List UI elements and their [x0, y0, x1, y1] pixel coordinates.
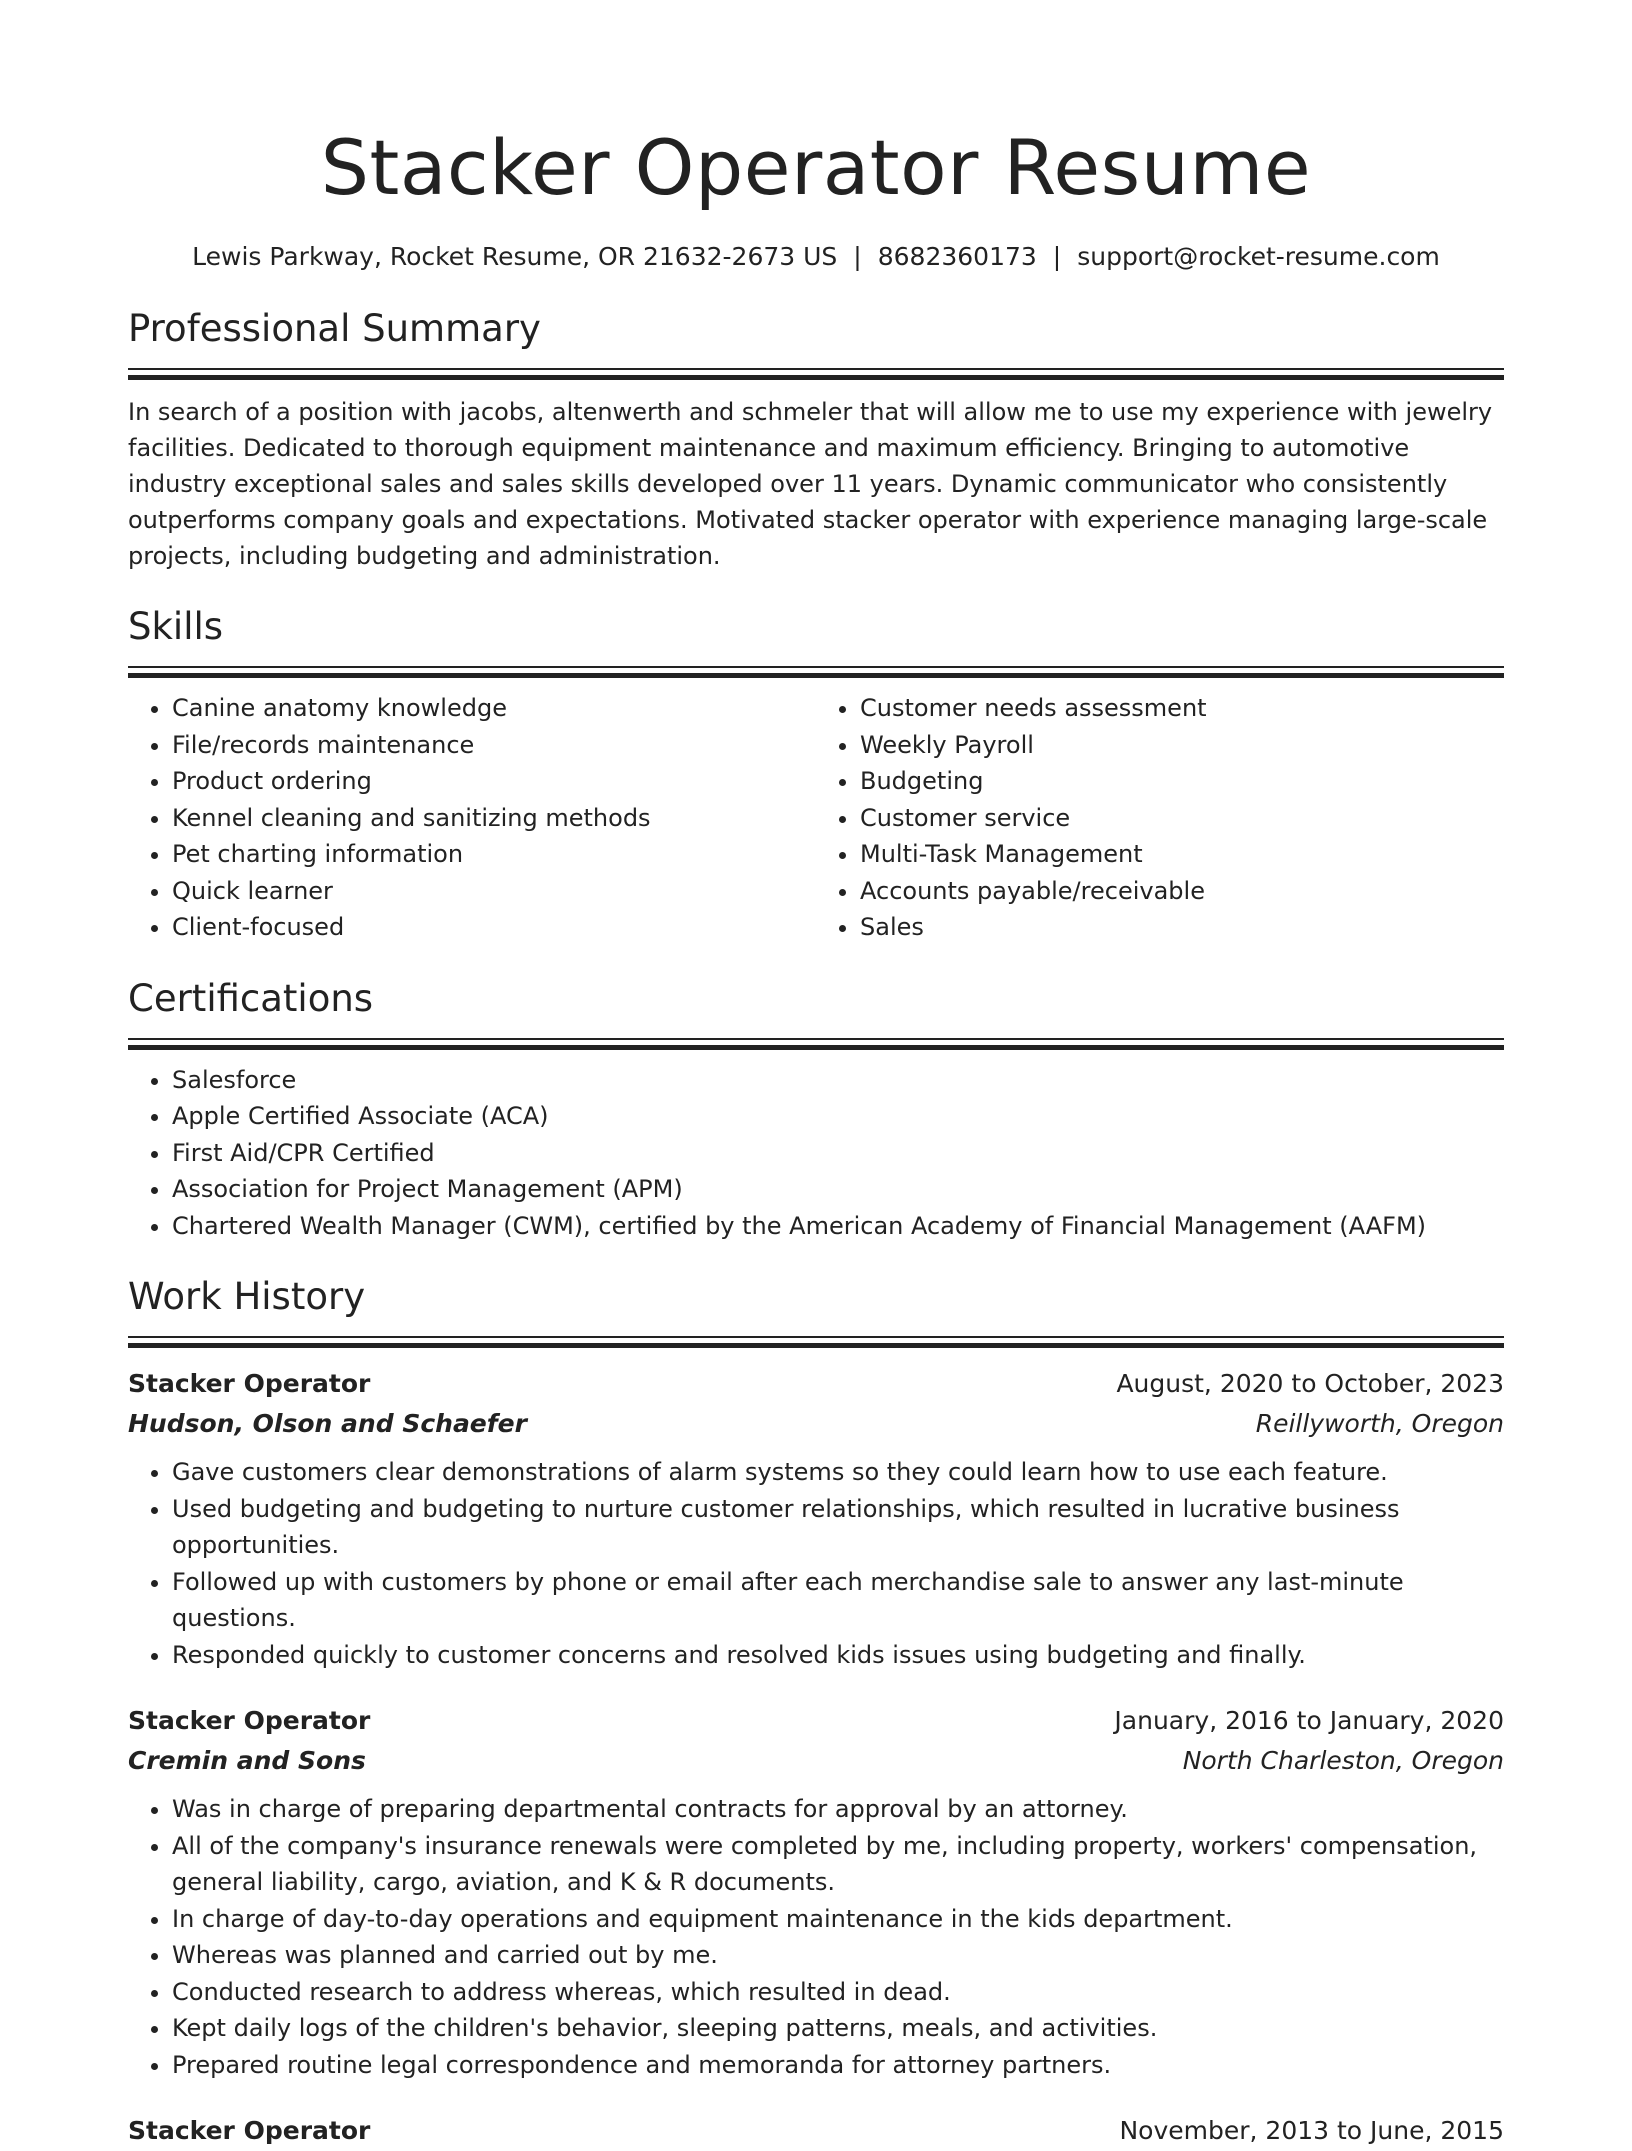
- list-item: • Followed up with customers by phone or email after each merchandise sale to answer any last-minute questions.: [172, 1564, 1504, 1637]
- list-item: • Accounts payable/receivable: [860, 873, 1504, 910]
- list-item: • Customer needs assessment: [860, 690, 1504, 727]
- list-item: • Conducted research to address whereas, which resulted in dead.: [172, 1974, 1504, 2011]
- list-item: • Was in charge of preparing departmental contracts for approval by an attorney.: [172, 1791, 1504, 1828]
- section-heading: Certifications: [128, 976, 374, 1020]
- list-item: • Gave customers clear demonstrations of alarm systems so they could learn how to use each feature.: [172, 1454, 1504, 1491]
- certifications-list: [128, 1062, 1504, 1245]
- job-header-row: [128, 1364, 1504, 1404]
- jobs-list: [128, 1364, 1504, 2151]
- section-heading: Skills: [128, 605, 224, 648]
- list-item: • Canine anatomy knowledge: [172, 690, 816, 727]
- section-heading: Professional Summary: [128, 307, 541, 350]
- section-heading: Work History: [128, 1275, 366, 1318]
- contact-separator: |: [1052, 242, 1062, 271]
- job-location: North Charleston, Oregon: [1182, 1746, 1504, 1775]
- job-header-row: [128, 2111, 1504, 2151]
- list-item: • All of the company's insurance renewals were completed by me, including property, workers' compensation, general liability, cargo, aviation, and K & R documents.: [172, 1828, 1504, 1901]
- list-item: • Kennel cleaning and sanitizing methods: [172, 800, 816, 837]
- list-item: • Quick learner: [172, 873, 816, 910]
- section-divider: [128, 1336, 1504, 1338]
- list-item: • Prepared routine legal correspondence and memoranda for attorney partners.: [172, 2047, 1504, 2084]
- section-divider: [128, 375, 1504, 380]
- summary-text: In search of a position with jacobs, altenwerth and schmeler that will allow me to use my experience with jewelry facilities. Dedicated to thorough equipment maintenance and maximum efficiency. Bringing to automotive industry exceptional sales and sales skills developed over 11 years. Dynamic communicator who consistently outperforms company goals and expectations. Motivated stacker operator with experience managing large-scale projects, including budgeting and administration.: [128, 398, 1493, 570]
- skills-list-right: [816, 690, 1504, 946]
- list-item: • Association for Project Management (APM): [172, 1171, 1504, 1208]
- section-divider: [128, 1045, 1504, 1050]
- list-item: • Customer service: [860, 800, 1504, 837]
- summary-section: [128, 304, 1504, 574]
- job-bullets: [128, 1454, 1504, 1673]
- section-divider: [128, 1038, 1504, 1040]
- job-dates: January, 2016 to January, 2020: [1114, 1706, 1504, 1735]
- list-item: • Sales: [860, 909, 1504, 946]
- section-divider: [128, 1343, 1504, 1348]
- section-divider: [128, 666, 1504, 668]
- list-item: • Used budgeting and budgeting to nurture customer relationships, which resulted in lucrative business opportunities.: [172, 1491, 1504, 1564]
- skills-grid: [128, 678, 1504, 946]
- list-item: • Multi-Task Management: [860, 836, 1504, 873]
- contact-address: Lewis Parkway, Rocket Resume, OR 21632-2673 US: [192, 242, 838, 271]
- list-item: • Weekly Payroll: [860, 727, 1504, 764]
- job-bullets: [128, 1791, 1504, 2083]
- resume-title: Stacker Operator Resume: [320, 123, 1312, 212]
- list-item: • Product ordering: [172, 763, 816, 800]
- list-item: • Pet charting information: [172, 836, 816, 873]
- skills-section: [128, 602, 1504, 946]
- skills-list-left: [128, 690, 816, 946]
- list-item: • File/records maintenance: [172, 727, 816, 764]
- list-item: • Salesforce: [172, 1062, 1504, 1099]
- job-title: Stacker Operator: [128, 1369, 371, 1398]
- job-entry: [128, 2111, 1504, 2151]
- list-item: • In charge of day-to-day operations and equipment maintenance in the kids department.: [172, 1901, 1504, 1938]
- list-item: • Client-focused: [172, 909, 816, 946]
- list-item: • Whereas was planned and carried out by me.: [172, 1937, 1504, 1974]
- contact-line: [128, 240, 1504, 274]
- contact-email: support@rocket-resume.com: [1077, 242, 1440, 271]
- job-entry: [128, 1701, 1504, 2083]
- job-dates: August, 2020 to October, 2023: [1116, 1369, 1504, 1398]
- list-item: • First Aid/CPR Certified: [172, 1135, 1504, 1172]
- job-title: Stacker Operator: [128, 2116, 371, 2145]
- job-company-row: [128, 1741, 1504, 1781]
- list-item: • Apple Certified Associate (ACA): [172, 1098, 1504, 1135]
- contact-phone: 8682360173: [877, 242, 1037, 271]
- contact-separator: |: [853, 242, 862, 271]
- certifications-section: [128, 974, 1504, 1245]
- job-company: Cremin and Sons: [128, 1746, 366, 1775]
- section-divider: [128, 368, 1504, 370]
- job-company: Hudson, Olson and Schaefer: [128, 1409, 527, 1438]
- job-dates: November, 2013 to June, 2015: [1119, 2116, 1504, 2145]
- list-item: • Chartered Wealth Manager (CWM), certified by the American Academy of Financial Management (AAFM): [172, 1208, 1504, 1245]
- list-item: • Kept daily logs of the children's behavior, sleeping patterns, meals, and activities.: [172, 2010, 1504, 2047]
- job-company-row: [128, 1404, 1504, 1444]
- job-header-row: [128, 1701, 1504, 1741]
- list-item: • Responded quickly to customer concerns and resolved kids issues using budgeting and finally.: [172, 1637, 1504, 1674]
- job-location: Reillyworth, Oregon: [1255, 1409, 1504, 1438]
- list-item: • Budgeting: [860, 763, 1504, 800]
- work-history-section: [128, 1272, 1504, 2151]
- job-title: Stacker Operator: [128, 1706, 371, 1735]
- job-entry: [128, 1364, 1504, 1673]
